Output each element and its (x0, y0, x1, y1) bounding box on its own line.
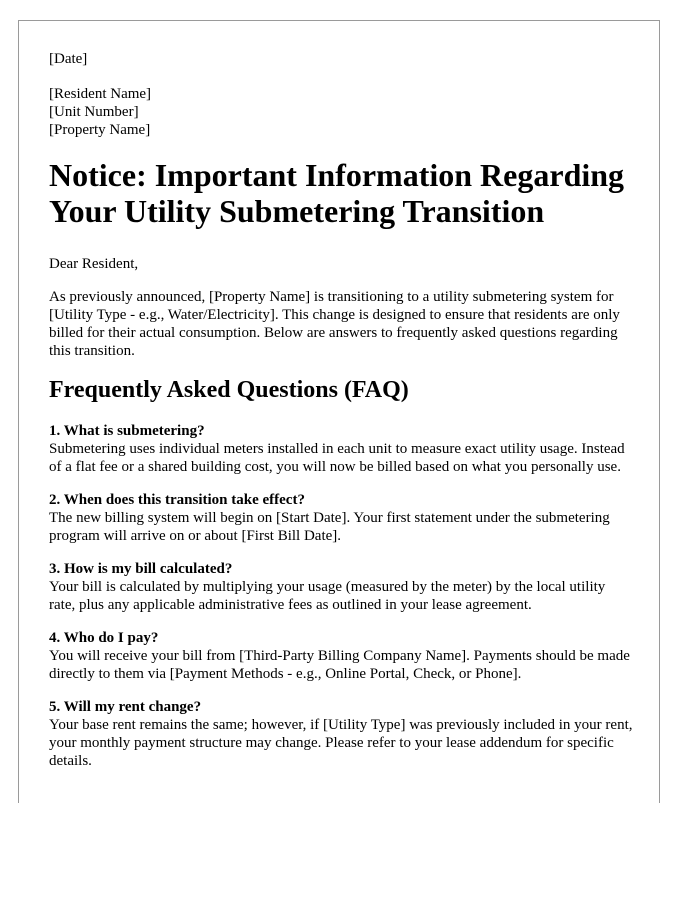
faq-answer: Your base rent remains the same; however, if [Utility Type] was previously included in your rent, your monthly payment structure may change. Please refer to your lease addendum for specific details. (49, 717, 633, 769)
faq-question: 4. Who do I pay? (49, 630, 159, 646)
faq-item (49, 422, 634, 476)
faq-item (49, 698, 634, 770)
property-name-line: [Property Name] (49, 122, 151, 138)
letter-content (49, 50, 634, 770)
date-line: [Date] (49, 51, 88, 67)
faq-item (49, 491, 634, 545)
faq-question: 5. Will my rent change? (49, 699, 202, 715)
letter-page (18, 20, 660, 803)
salutation: Dear Resident, (49, 256, 139, 272)
faq-answer: Submetering uses individual meters installed in each unit to measure exact utility usage. Instead of a flat fee or a shared building cost, you will now be billed based on what you personally use. (49, 441, 625, 475)
faq-item (49, 629, 634, 683)
faq-question: 2. When does this transition take effect? (49, 492, 305, 508)
intro-paragraph: As previously announced, [Property Name] is transitioning to a utility submetering system for [Utility Type - e.g., Water/Electricity]. This change is designed to ensure that residents are only billed for their actual consumption. Below are answers to frequently asked questions regarding this transition. (49, 289, 620, 359)
faq-question: 1. What is submetering? (49, 423, 205, 439)
notice-title: Notice: Important Information Regarding Your Utility Submetering Transition (49, 157, 625, 229)
faq-question: 3. How is my bill calculated? (49, 561, 233, 577)
resident-name-line: [Resident Name] (49, 86, 152, 102)
faq-item (49, 560, 634, 614)
unit-number-line: [Unit Number] (49, 104, 139, 120)
faq-heading: Frequently Asked Questions (FAQ) (49, 377, 409, 403)
faq-answer: Your bill is calculated by multiplying your usage (measured by the meter) by the local utility rate, plus any applicable administrative fees as outlined in your lease agreement. (49, 579, 606, 613)
faq-answer: You will receive your bill from [Third-Party Billing Company Name]. Payments should be made directly to them via [Payment Methods - e.g., Online Portal, Check, or Phone]. (49, 648, 630, 682)
faq-answer: The new billing system will begin on [Start Date]. Your first statement under the submetering program will arrive on or about [First Bill Date]. (49, 510, 610, 544)
